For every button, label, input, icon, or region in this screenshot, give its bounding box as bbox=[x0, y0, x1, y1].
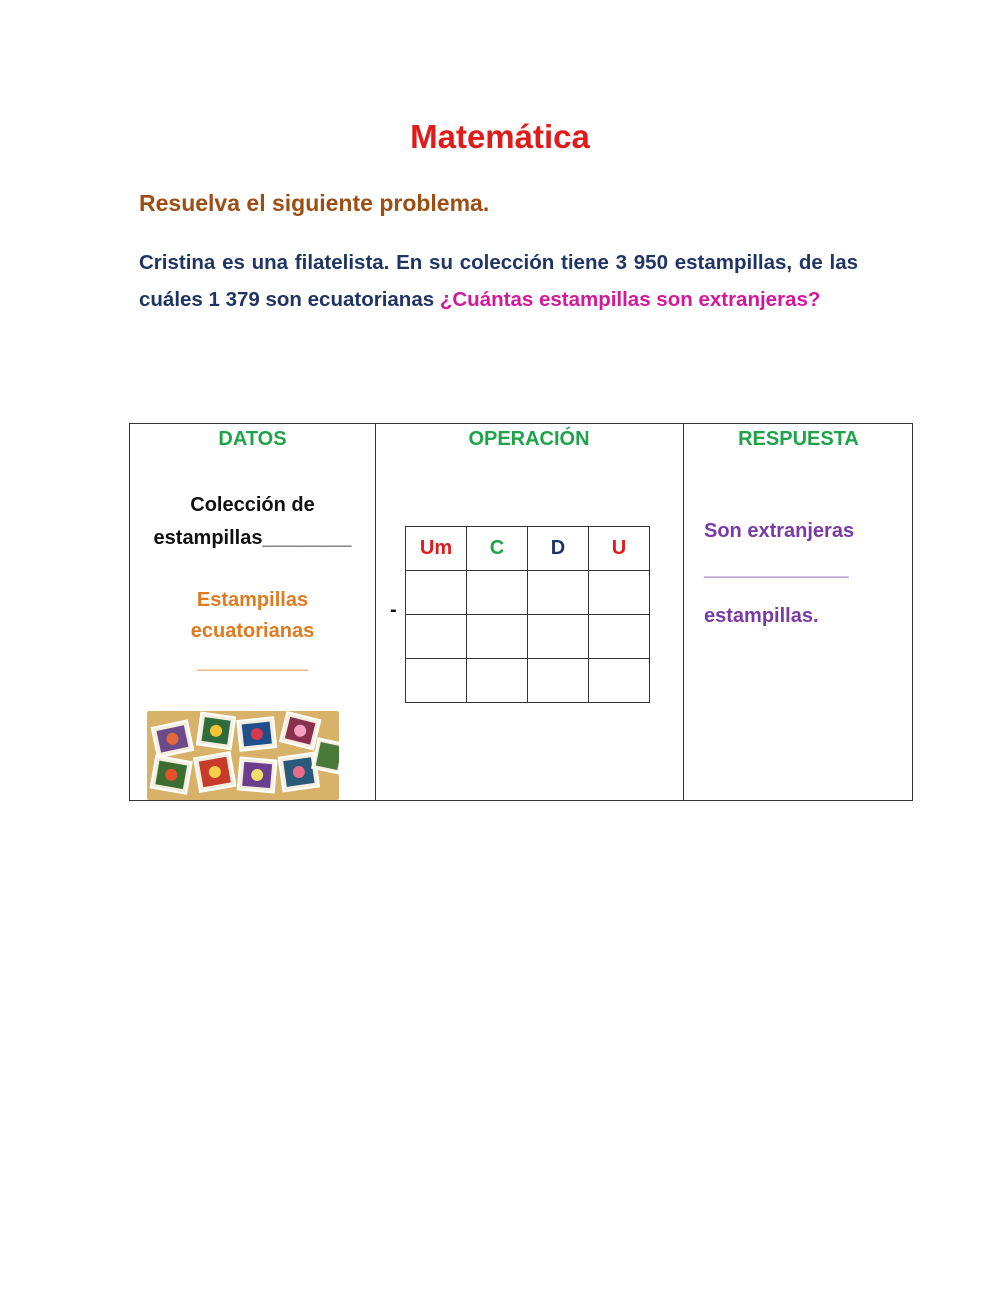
digit-cell[interactable] bbox=[528, 571, 589, 615]
ecuatorianas-field bbox=[130, 585, 375, 678]
digit-cell[interactable] bbox=[528, 615, 589, 659]
coleccion-blank[interactable]: estampillas________ bbox=[153, 527, 352, 549]
ecuatorianas-label-2: ecuatorianas bbox=[190, 620, 315, 642]
answer-label: Son extranjeras bbox=[704, 520, 855, 542]
thousands-header: Um bbox=[406, 527, 467, 571]
place-value-header-row bbox=[406, 527, 650, 571]
digit-cell[interactable] bbox=[406, 615, 467, 659]
digit-cell[interactable] bbox=[406, 659, 467, 703]
minuend-row bbox=[406, 571, 650, 615]
postage-stamps-image bbox=[147, 711, 339, 800]
subtraction-sign: - bbox=[390, 599, 397, 621]
tens-header: D bbox=[528, 527, 589, 571]
column-divider bbox=[375, 424, 376, 800]
coleccion-field bbox=[130, 489, 375, 555]
instruction-heading: Resuelva el siguiente problema. bbox=[139, 190, 490, 216]
digit-cell[interactable] bbox=[528, 659, 589, 703]
ecuatorianas-blank[interactable]: __________ bbox=[196, 651, 309, 673]
operacion-header: OPERACIÓN bbox=[468, 428, 590, 450]
subtrahend-row bbox=[406, 615, 650, 659]
units-header: U bbox=[589, 527, 650, 571]
coleccion-label: Colección de bbox=[190, 494, 315, 516]
place-value-grid bbox=[405, 526, 650, 703]
digit-cell[interactable] bbox=[589, 571, 650, 615]
answer-blank[interactable]: _____________ bbox=[704, 558, 849, 580]
result-row bbox=[406, 659, 650, 703]
digit-cell[interactable] bbox=[589, 615, 650, 659]
hundreds-header: C bbox=[467, 527, 528, 571]
digit-cell[interactable] bbox=[467, 659, 528, 703]
digit-cell[interactable] bbox=[589, 659, 650, 703]
column-divider bbox=[683, 424, 684, 800]
digit-cell[interactable] bbox=[467, 615, 528, 659]
digit-cell[interactable] bbox=[467, 571, 528, 615]
datos-header: DATOS bbox=[218, 428, 287, 450]
answer-unit: estampillas. bbox=[704, 605, 819, 627]
digit-cell[interactable] bbox=[406, 571, 467, 615]
page-title: Matemática bbox=[410, 118, 590, 155]
ecuatorianas-label-1: Estampillas bbox=[196, 589, 309, 611]
problem-question: ¿Cuántas estampillas son extranjeras? bbox=[439, 288, 821, 311]
worksheet-table bbox=[129, 423, 913, 801]
respuesta-header: RESPUESTA bbox=[738, 428, 859, 450]
problem-statement bbox=[139, 244, 858, 318]
problem-text: Cristina es una filatelista. En su colección tiene 3 950 estampillas, de las cuáles 1 379 son ecuatorianas bbox=[139, 251, 858, 311]
